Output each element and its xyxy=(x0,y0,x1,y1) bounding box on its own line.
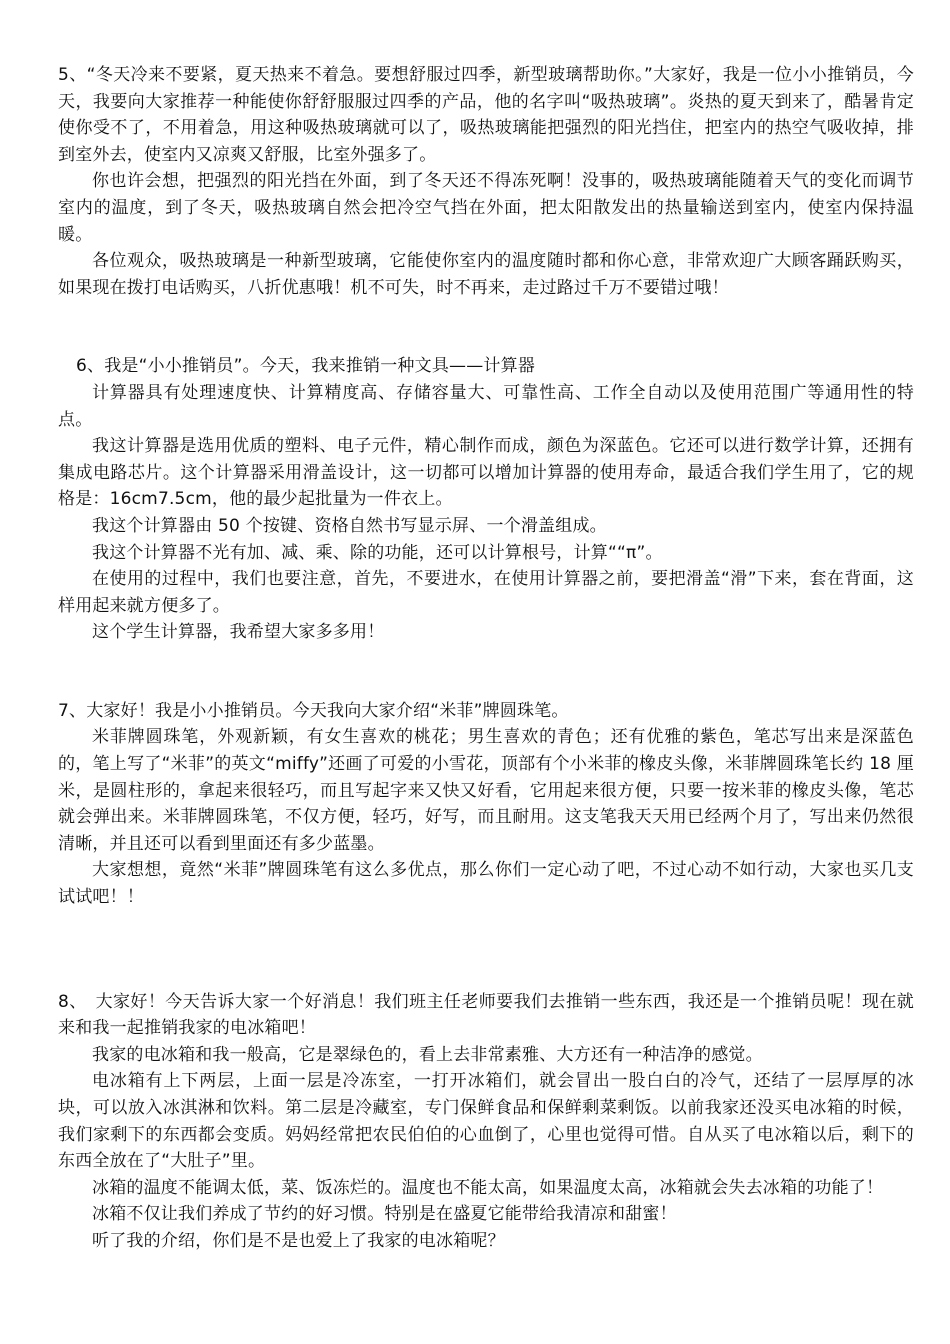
section-7-pen xyxy=(58,698,914,911)
section-6-calculator xyxy=(58,353,914,646)
section-8-paragraph: 听了我的介绍，你们是不是也爱上了我家的电冰箱呢？ xyxy=(92,1230,505,1251)
section-7-heading: 7、大家好！我是小小推销员。今天我向大家介绍“米菲”牌圆珠笔。 xyxy=(58,700,569,721)
section-6-paragraph: 计算器具有处理速度快、计算精度高、存储容量大、可靠性高、工作全自动以及使用范围广等通用性的特点。 xyxy=(58,382,914,430)
section-8-paragraph: 电冰箱有上下两层，上面一层是冷冻室，一打开冰箱们，就会冒出一股白白的冷气，还结了一层厚厚的冰块，可以放入冰淇淋和饮料。第二层是冷藏室，专门保鲜食品和保鲜剩菜剩饭。以前我家还没买电冰箱的时候，我们家剩下的东西都会变质。妈妈经常把农民伯伯的心血倒了，心里也觉得可惜。自从买了电冰箱以后，剩下的东西全放在了“大肚子”里。 xyxy=(58,1071,914,1172)
section-5-paragraph: 你也许会想，把强烈的阳光挡在外面，到了冬天还不得冻死啊！没事的，吸热玻璃能随着天气的变化而调节室内的温度，到了冬天，吸热玻璃自然会把冷空气挡在外面，把太阳散发出的热量输送到室内，使室内保持温暖。 xyxy=(58,171,914,245)
section-8-paragraph: 我家的电冰箱和我一般高，它是翠绿色的，看上去非常素雅、大方还有一种洁净的感觉。 xyxy=(92,1044,763,1065)
section-spacer xyxy=(58,646,914,698)
section-5-paragraph: 各位观众，吸热玻璃是一种新型玻璃，它能使你室内的温度随时都和你心意，非常欢迎广大顾客踊跃购买，如果现在拨打电话购买，八折优惠哦！机不可失，时不再来，走过路过千万不要错过哦！ xyxy=(58,251,914,298)
section-5-heading-paragraph: 5、“冬天冷来不要紧，夏天热来不着急。要想舒服过四季，新型玻璃帮助你。”大家好，我是一位小小推销员，今天，我要向大家推荐一种能使你舒舒服服过四季的产品，他的名字叫“吸热玻璃”。炎热的夏天到来了，酷暑肯定使你受不了，不用着急，用这种吸热玻璃就可以了，吸热玻璃能把强烈的阳光挡住，把室内的热空气吸收掉，排到室外去，使室内又凉爽又舒服，比室外强多了。 xyxy=(58,65,914,165)
section-6-paragraph: 我这计算器是选用优质的塑料、电子元件，精心制作而成，颜色为深蓝色。它还可以进行数学计算，还拥有集成电路芯片。这个计算器采用滑盖设计，这一切都可以增加计算器的使用寿命，最适合我们学生用了，它的规格是：16cm7.5cm，他的最少起批量为一件衣上。 xyxy=(58,436,914,510)
section-8-heading-paragraph: 8、 大家好！今天告诉大家一个好消息！我们班主任老师要我们去推销一些东西，我还是一个推销员呢！现在就来和我一起推销我家的电冰箱吧！ xyxy=(58,991,914,1039)
section-6-paragraph: 这个学生计算器，我希望大家多多用！ xyxy=(92,622,385,643)
section-6-paragraph: 我这个计算器不光有加、减、乘、除的功能，还可以计算根号，计算““π”。 xyxy=(92,542,663,563)
section-8-paragraph: 冰箱不仅让我们养成了节约的好习惯。特别是在盛夏它能带给我清凉和甜蜜！ xyxy=(92,1204,677,1225)
document-page xyxy=(58,62,914,1255)
section-5-glass xyxy=(58,62,914,301)
section-8-paragraph: 冰箱的温度不能调太低，菜、饭冻烂的。温度也不能太高，如果温度太高，冰箱就会失去冰箱的功能了！ xyxy=(92,1177,884,1198)
section-6-paragraph: 在使用的过程中，我们也要注意，首先，不要进水，在使用计算器之前，要把滑盖“滑”下来，套在背面，这样用起来就方便多了。 xyxy=(58,569,914,616)
section-8-fridge xyxy=(58,989,914,1255)
section-6-paragraph: 我这个计算器由 50 个按键、资格自然书写显示屏、一个滑盖组成。 xyxy=(92,515,607,536)
section-6-heading: 6、我是“小小推销员”。今天，我来推销一种文具——计算器 xyxy=(76,356,536,377)
section-spacer xyxy=(58,301,914,353)
section-spacer xyxy=(58,911,914,989)
section-7-paragraph: 米菲牌圆珠笔，外观新颖，有女生喜欢的桃花；男生喜欢的青色；还有优雅的紫色，笔芯写出来是深蓝色的，笔上写了“米菲”的英文“miffy”还画了可爱的小雪花，顶部有个小米菲的橡皮头像，米菲牌圆珠笔长约 18 厘米，是圆柱形的，拿起来很轻巧，而且写起字来又快又好看，它用起来很方便，只要一按米菲的橡皮头像，笔芯就会弹出来。米菲牌圆珠笔，不仅方便，轻巧，好写，而且耐用。这支笔我天天用已经两个月了，写出来仍然很清晰，并且还可以看到里面还有多少蓝墨。 xyxy=(58,727,914,854)
section-7-paragraph: 大家想想，竟然“米菲”牌圆珠笔有这么多优点，那么你们一定心动了吧，不过心动不如行动，大家也买几支试试吧！！ xyxy=(58,860,914,908)
